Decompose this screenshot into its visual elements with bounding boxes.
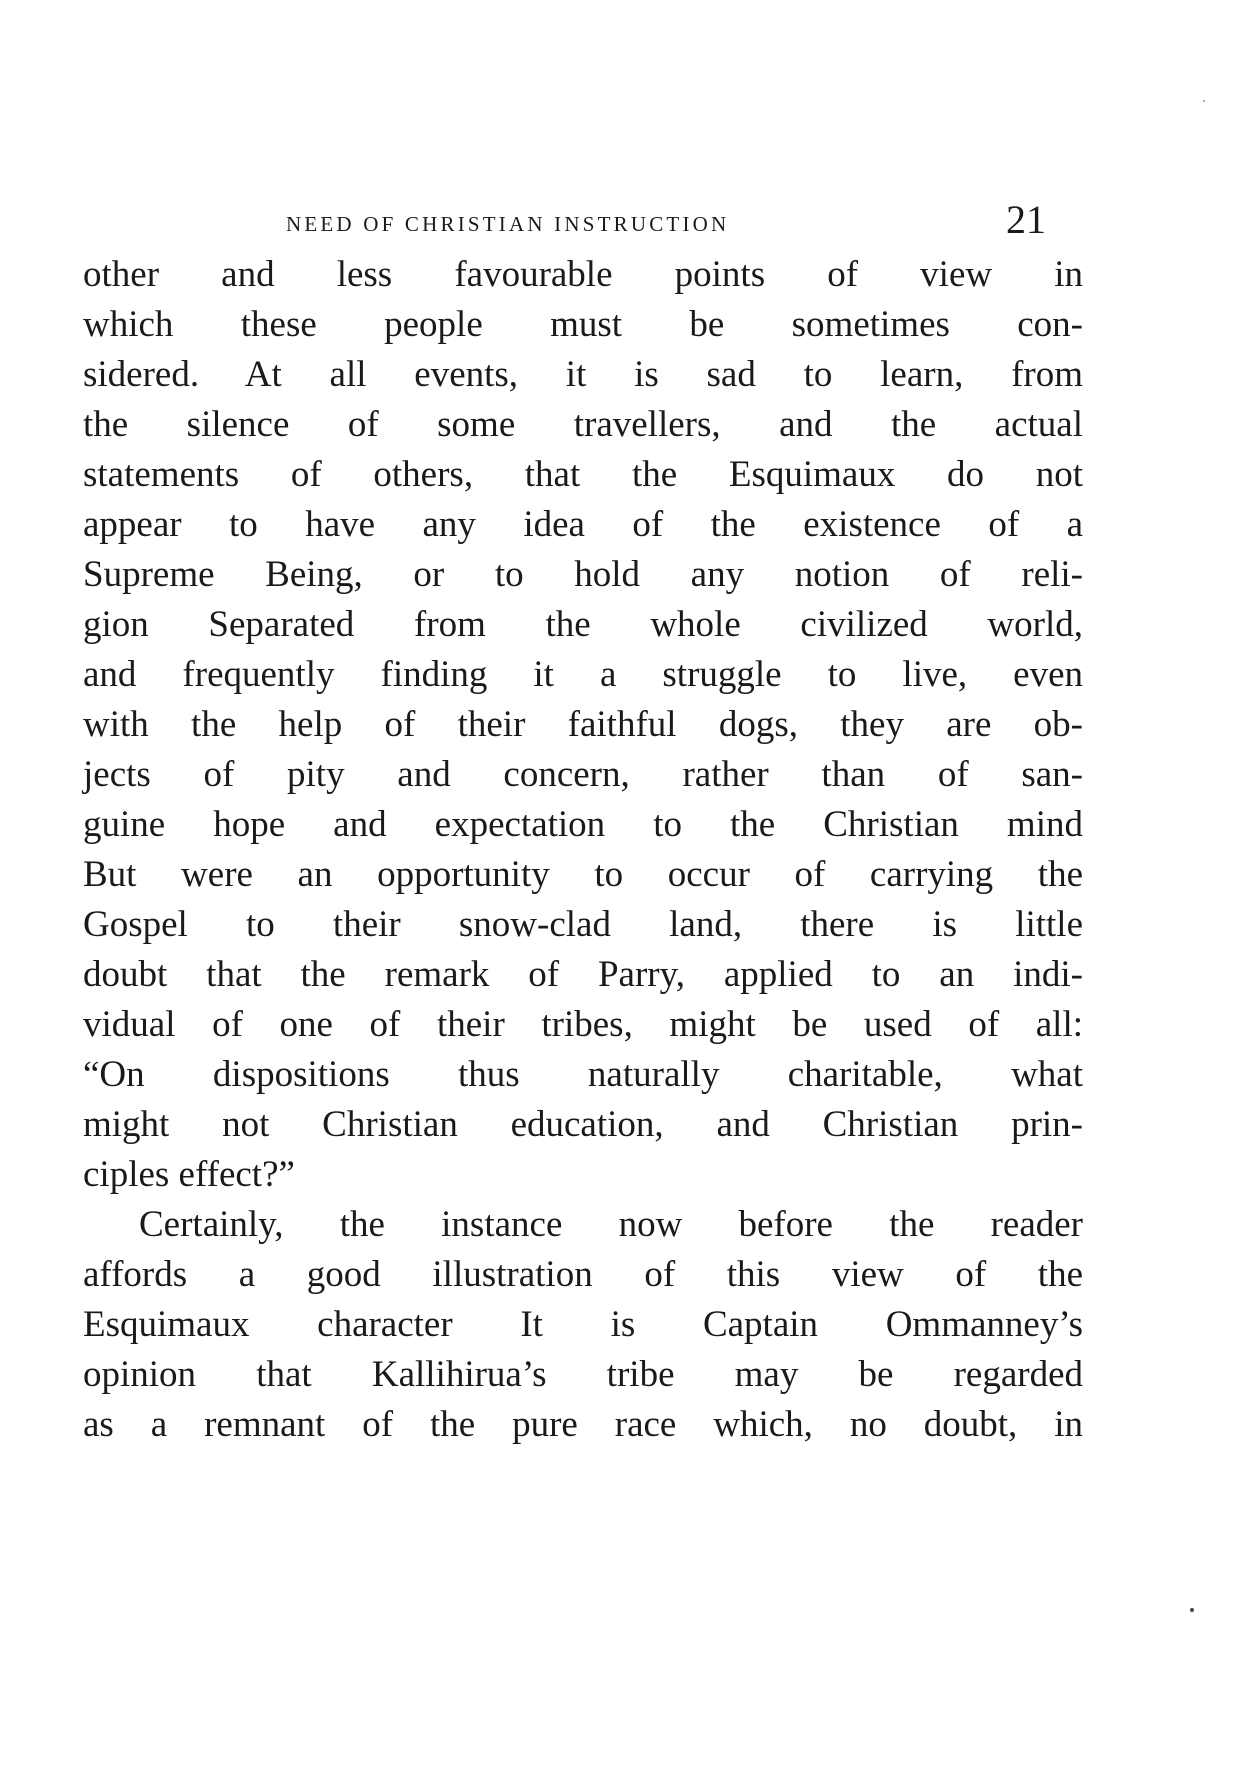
text-line: But were an opportunity to occur of carrying the	[83, 854, 1083, 895]
text-line: doubt that the remark of Parry, applied to an indi-	[83, 954, 1083, 995]
running-head	[286, 197, 1046, 250]
scan-speck	[1190, 1608, 1194, 1612]
text-line: guine hope and expectation to the Christian mind	[83, 804, 1083, 845]
text-line: ciples effect?”	[83, 1154, 295, 1195]
text-line: Supreme Being, or to hold any notion of reli-	[83, 554, 1083, 595]
text-line: Gospel to their snow-clad land, there is little	[83, 904, 1083, 945]
text-line: appear to have any idea of the existence of a	[83, 504, 1083, 545]
scan-speck	[1203, 100, 1205, 102]
text-line: vidual of one of their tribes, might be used of all:	[83, 1004, 1083, 1045]
text-line: statements of others, that the Esquimaux do not	[83, 454, 1083, 495]
running-title: NEED OF CHRISTIAN INSTRUCTION	[286, 212, 730, 236]
text-line: opinion that Kallihirua’s tribe may be regarded	[83, 1354, 1083, 1395]
text-line: affords a good illustration of this view of the	[83, 1254, 1083, 1295]
text-line: jects of pity and concern, rather than of san-	[83, 754, 1083, 795]
text-line: the silence of some travellers, and the actual	[83, 404, 1083, 445]
text-line: other and less favourable points of view in	[83, 254, 1083, 295]
text-line: Esquimaux character It is Captain Ommanney’s	[83, 1304, 1083, 1345]
text-line: with the help of their faithful dogs, they are ob-	[83, 704, 1083, 745]
body-text	[83, 250, 1083, 1450]
text-line: sidered. At all events, it is sad to learn, from	[83, 354, 1083, 395]
page-number: 21	[1006, 197, 1046, 242]
text-line: “On dispositions thus naturally charitable, what	[83, 1054, 1083, 1095]
text-line: as a remnant of the pure race which, no doubt, in	[83, 1404, 1083, 1445]
text-line: might not Christian education, and Christian prin-	[83, 1104, 1083, 1145]
text-line: and frequently finding it a struggle to live, even	[83, 654, 1083, 695]
text-line: which these people must be sometimes con-	[83, 304, 1083, 345]
text-line: gion Separated from the whole civilized world,	[83, 604, 1083, 645]
text-line: Certainly, the instance now before the reader	[139, 1204, 1083, 1245]
